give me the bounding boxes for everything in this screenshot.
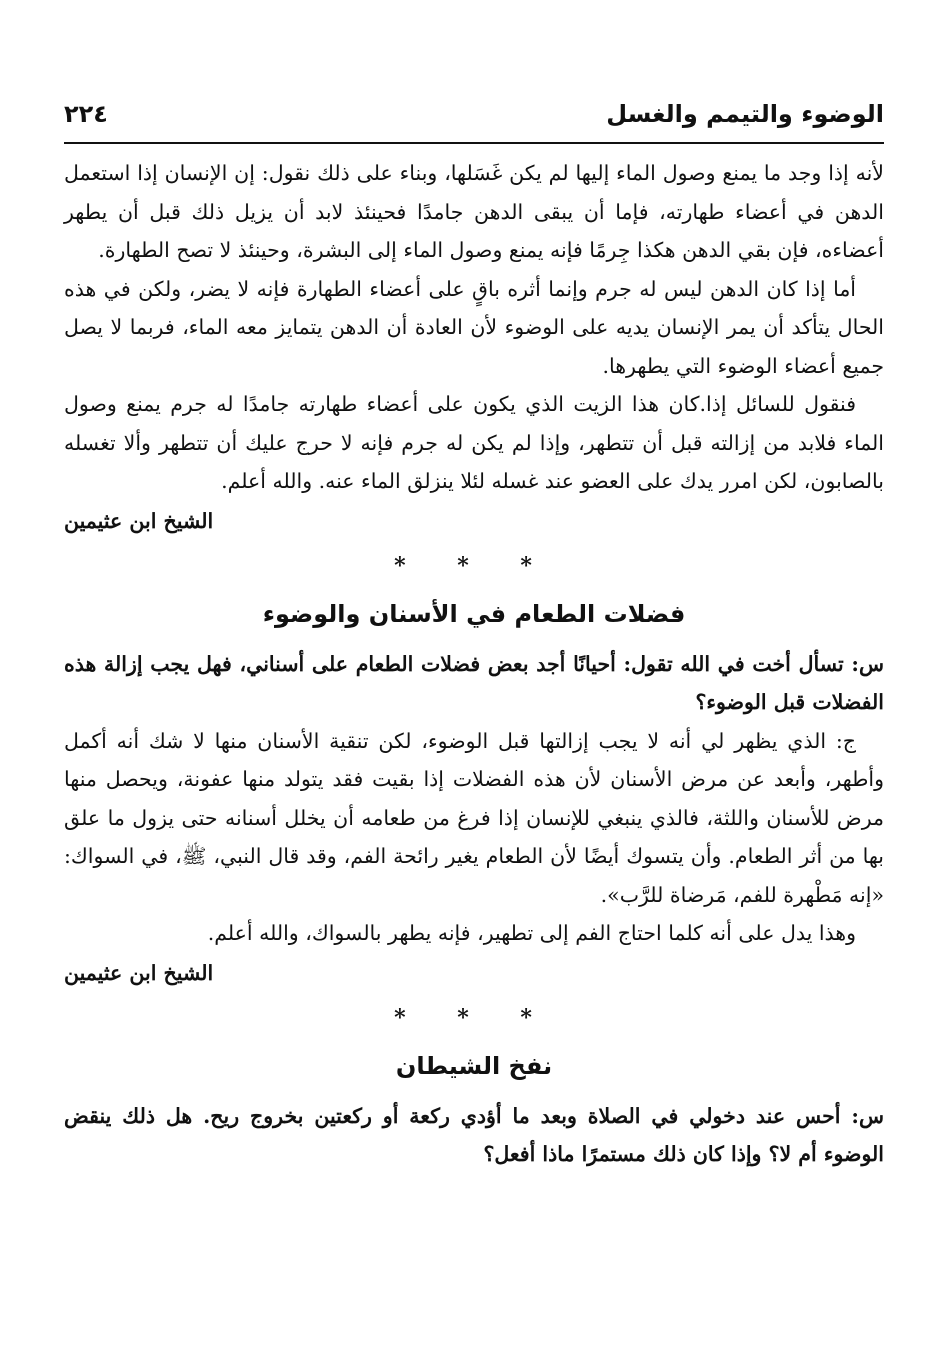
section-separator-2: * * *	[394, 1004, 554, 1031]
signature-ibn-uthaymeen-1: الشيخ ابن عثيمين	[64, 508, 214, 533]
page-number: ٢٢٤	[64, 100, 108, 128]
paragraph-oil-ruling: فنقول للسائل إذا.كان هذا الزيت الذي يكون على أعضاء طهارته جامدًا له جرم يمنع وصول الماء فلابد من إزالته قبل أن تتطهر، وإذا لم يكن له جرم فإنه لا حرج عليك أن تتطهر وألا تغسله بالصابون، لكن امرر يدك على العضو عند غسله لئلا ينزلق الماء عنه. والله أعلم.	[64, 392, 884, 493]
answer-food-remnants: ج: الذي يظهر لي أنه لا يجب إزالتها قبل الوضوء، لكن تنقية الأسنان منها لا شك أنه أكمل وأطهر، وأبعد عن مرض الأسنان لأن هذه الفضلات إذا بقيت فقد يتولد منها عفونة، ويحصل منها مرض للأسنان واللثة، فالذي ينبغي للإنسان إذا فرغ من طعامه أن يخلل أسنانه حتى يزول ما علق بها من أثر الطعام. وأن يتسوك أيضًا لأن الطعام يغير رائحة الفم، وقد قال النبي، ﷺ، في السواك: «إنه مَطْهرة للفم، مَرضاة للرَّب».	[64, 728, 884, 907]
paragraph-oil-no-body: أما إذا كان الدهن ليس له جرم وإنما أثره باقٍ على أعضاء الطهارة فإنه لا يضر، ولكن في هذه الحال يتأكد أن يمر الإنسان يديه على الوضوء لأن العادة أن الدهن يتمايز معه الماء، فربما لا يصل جميع أعضاء الوضوء التي يطهرها.	[64, 276, 884, 378]
section-heading-satan-blowing: نفخ الشيطان	[395, 1051, 553, 1080]
book-page	[64, 100, 884, 1174]
question-food-remnants: س: تسأل أخت في الله تقول: أحيانًا أجد بعض فضلات الطعام على أسناني، فهل يجب إزالة هذه الفضلات قبل الوضوء؟	[64, 651, 884, 714]
running-header	[64, 100, 884, 144]
section-heading-food-remnants: فضلات الطعام في الأسنان والوضوء	[262, 599, 686, 628]
question-satan-blowing: س: أحس عند دخولي في الصلاة وبعد ما أؤدي ركعة أو ركعتين بخروج ريح. هل ذلك ينقض الوضوء أم لا؟ وإذا كان ذلك مستمرًا ماذا أفعل؟	[64, 1103, 884, 1166]
chapter-title: الوضوء والتيمم والغسل	[606, 100, 884, 128]
section-separator-1: * * *	[394, 552, 554, 579]
signature-ibn-uthaymeen-2: الشيخ ابن عثيمين	[64, 960, 214, 985]
paragraph-oil-continuation: لأنه إذا وجد ما يمنع وصول الماء إليها لم يكن غَسَلها، وبناء على ذلك نقول: إن الإنسان إذا استعمل الدهن في أعضاء طهارته، فإما أن يبقى الدهن جامدًا فحينئذ لابد أن يزيل ذلك قبل أن يطهر أعضاءه، فإن بقي الدهن هكذا جِرمًا فإنه يمنع وصول الماء إلى البشرة، وحينئذ لا تصح الطهارة.	[64, 161, 884, 262]
closing-food-remnants: وهذا يدل على أنه كلما احتاج الفم إلى تطهير، فإنه يطهر بالسواك، والله أعلم.	[207, 921, 856, 945]
